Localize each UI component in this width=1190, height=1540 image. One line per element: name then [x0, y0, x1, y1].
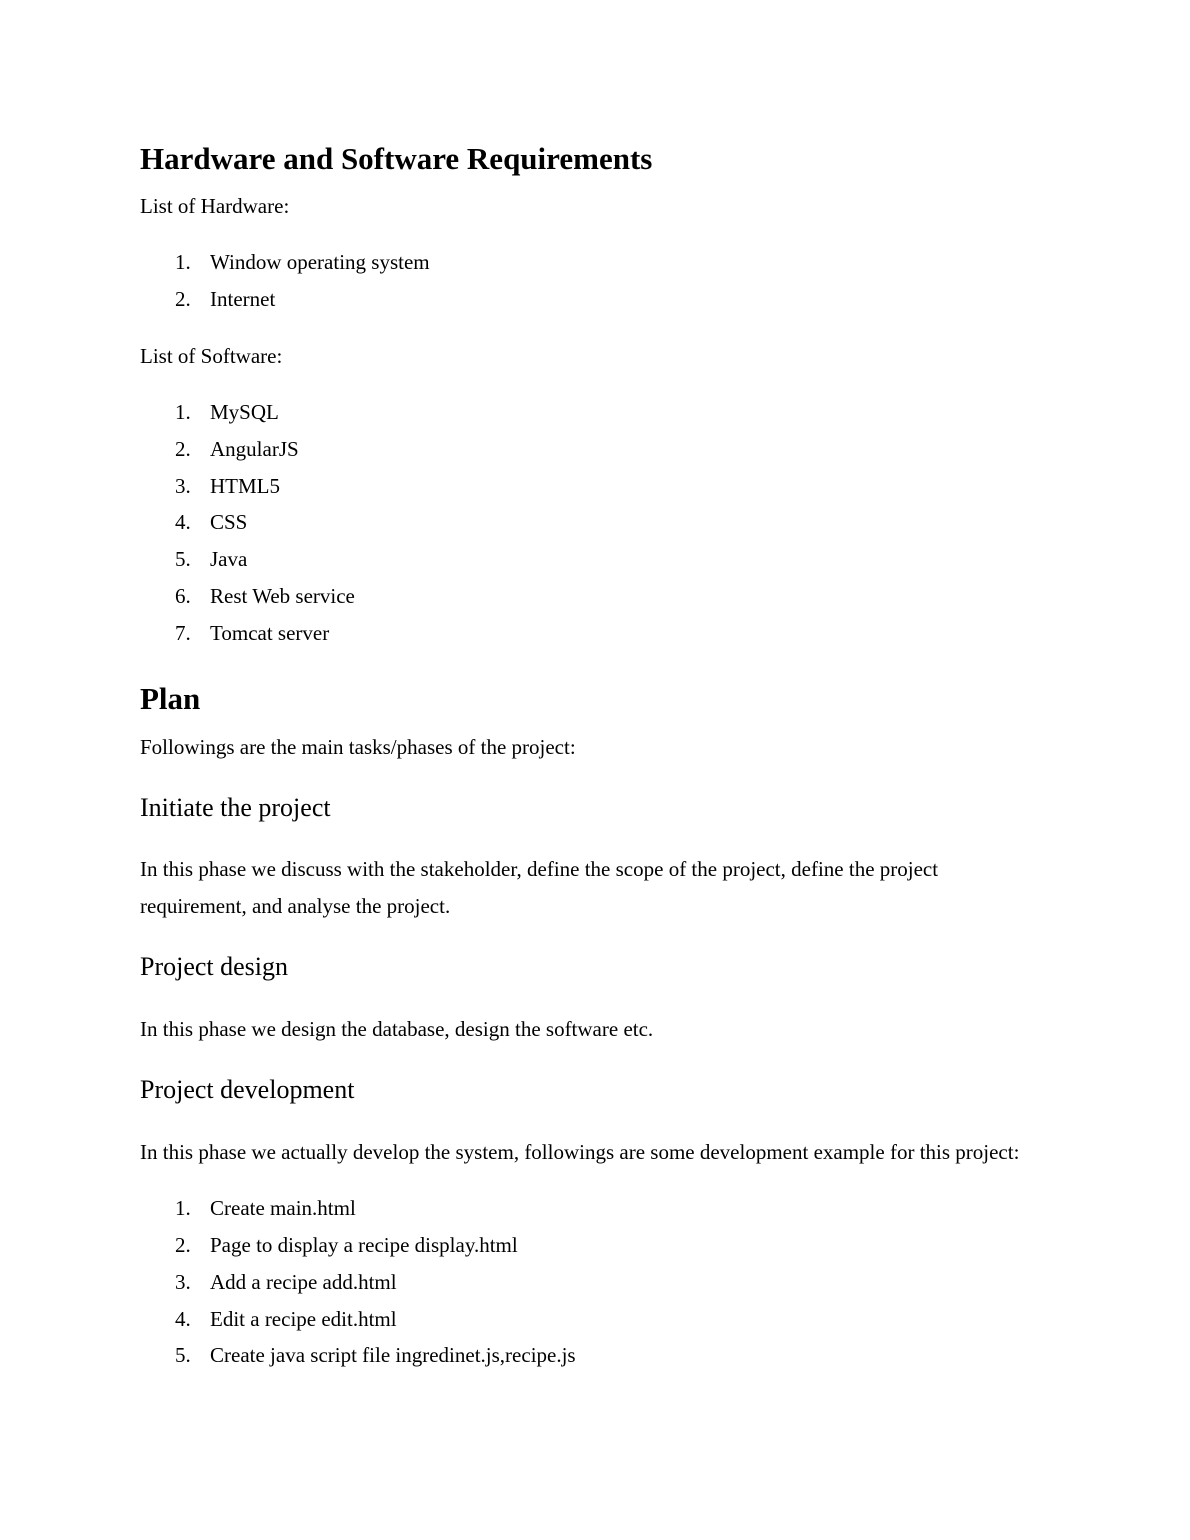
list-number: 1.: [175, 250, 191, 274]
heading-requirements: Hardware and Software Requirements: [140, 141, 653, 176]
list-number: 2.: [175, 1233, 191, 1257]
list-number: 3.: [175, 1270, 191, 1294]
list-text: Rest Web service: [210, 584, 355, 608]
list-text: Window operating system: [210, 250, 430, 274]
list-number: 4.: [175, 1307, 191, 1331]
list-number: 1.: [175, 400, 191, 424]
software-label: List of Software:: [140, 344, 283, 368]
list-text: MySQL: [210, 400, 279, 424]
phase-text-line: In this phase we discuss with the stakeholder, define the scope of the project, define the project: [140, 857, 939, 881]
hardware-label: List of Hardware:: [140, 194, 290, 218]
list-number: 7.: [175, 621, 191, 645]
list-number: 6.: [175, 584, 191, 608]
phase-text-line: requirement, and analyse the project.: [140, 894, 451, 918]
list-number: 1.: [175, 1196, 191, 1220]
list-number: 3.: [175, 474, 191, 498]
phase-title-initiate: Initiate the project: [140, 793, 331, 822]
phase-text-line: In this phase we actually develop the system, followings are some development example for this project:: [140, 1140, 1020, 1164]
list-text: Tomcat server: [210, 621, 330, 645]
list-number: 4.: [175, 510, 191, 534]
phase-text-line: In this phase we design the database, design the software etc.: [140, 1017, 654, 1041]
phase-title-design: Project design: [140, 952, 289, 981]
list-text: Java: [210, 547, 248, 571]
plan-intro: Followings are the main tasks/phases of the project:: [140, 735, 576, 759]
list-number: 2.: [175, 287, 191, 311]
list-text: Create main.html: [210, 1196, 356, 1220]
list-text: Add a recipe add.html: [210, 1270, 397, 1294]
list-text: Internet: [210, 287, 276, 311]
list-text: HTML5: [210, 474, 280, 498]
list-number: 5.: [175, 547, 191, 571]
list-number: 5.: [175, 1343, 191, 1367]
list-text: Edit a recipe edit.html: [210, 1307, 397, 1331]
list-number: 2.: [175, 437, 191, 461]
list-text: CSS: [210, 510, 248, 534]
list-text: Page to display a recipe display.html: [210, 1233, 518, 1257]
list-text: Create java script file ingredinet.js,recipe.js: [210, 1343, 576, 1367]
heading-plan: Plan: [140, 681, 201, 716]
phase-title-development: Project development: [140, 1075, 355, 1104]
list-text: AngularJS: [210, 437, 299, 461]
